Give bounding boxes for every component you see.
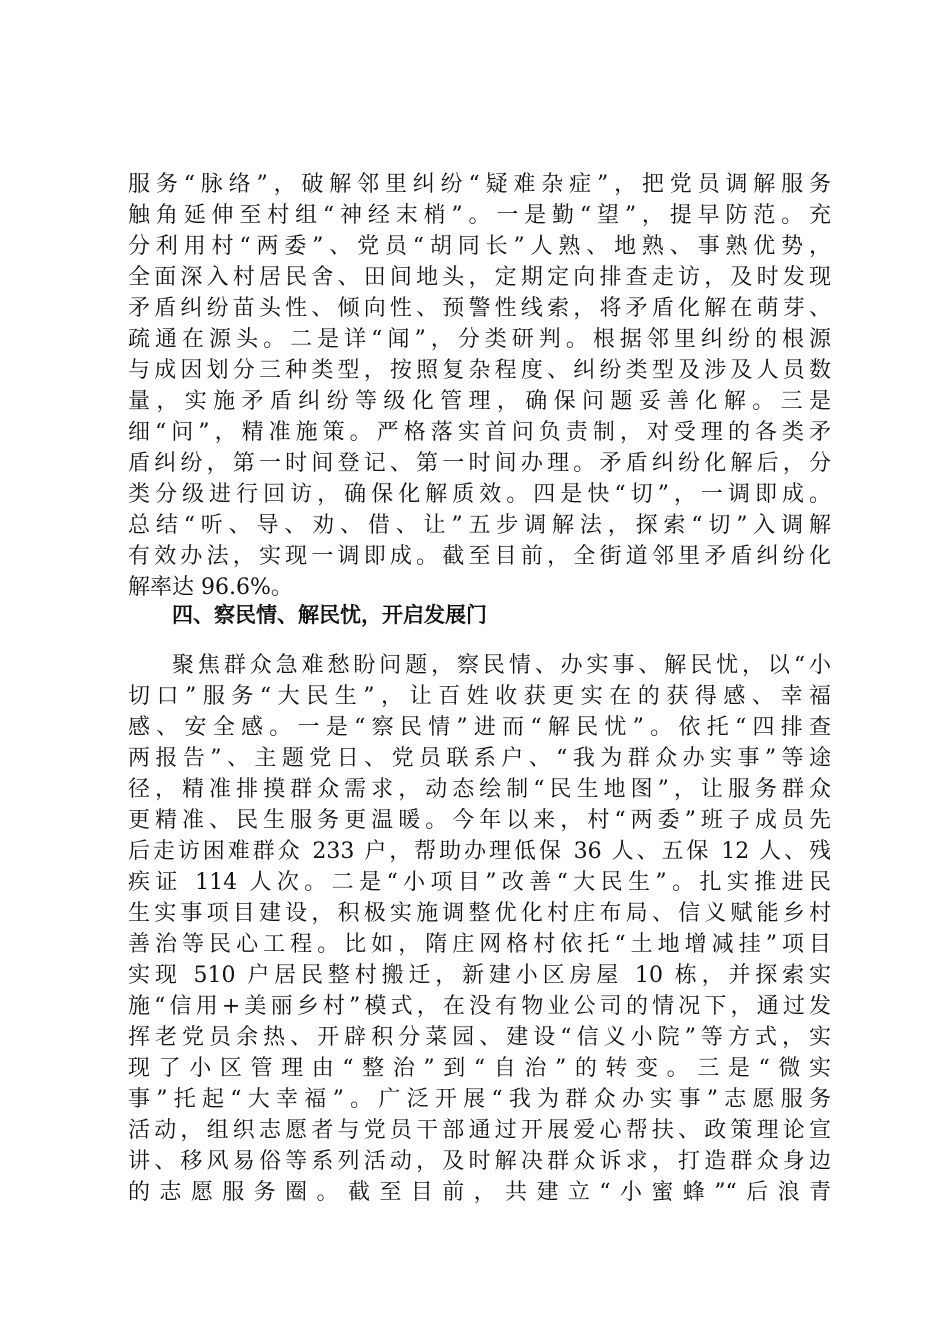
paragraph-line: 触角延伸至村组“神经末梢”。一是勤“望”，提早防范。充 <box>128 203 831 228</box>
paragraph-line: 后走访困难群众 233 户，帮助办理低保 36 人、五保 12 人、残 <box>128 839 831 864</box>
paragraph-line: 解率达 96.6%。 <box>128 575 293 600</box>
paragraph-line: 聚焦群众急难愁盼问题，察民情、办实事、解民忧，以“小 <box>172 653 831 678</box>
paragraph-line: 的志愿服务圈。截至目前，共建立“小蜜蜂”“后浪青 <box>128 1180 831 1205</box>
paragraph-line: 实现 510 户居民整村搬迁，新建小区房屋 10 栋，并探索实 <box>128 963 831 988</box>
paragraph-line: 与成因划分三种类型，按照复杂程度、纠纷类型及涉及人员数 <box>128 358 831 383</box>
paragraph-line: 分利用村“两委”、党员“胡同长”人熟、地熟、事熟优势， <box>128 234 831 259</box>
paragraph-line: 更精准、民生服务更温暖。今年以来，村“两委”班子成员先 <box>128 808 831 833</box>
paragraph-line: 施“信用+美丽乡村”模式，在没有物业公司的情况下，通过发 <box>128 994 831 1019</box>
paragraph-line: 善治等民心工程。比如，隋庄网格村依托“土地增减挂”项目 <box>128 932 831 957</box>
paragraph-line: 类分级进行回访，确保化解质效。四是快“切”，一调即成。 <box>128 482 831 507</box>
paragraph-line: 全面深入村居民舍、田间地头，定期定向排查走访，及时发现 <box>128 265 831 290</box>
paragraph-line: 感、安全感。一是“察民情”进而“解民忧”。依托“四排查 <box>128 715 831 740</box>
paragraph-line: 现了小区管理由“整治”到“自治”的转变。三是“微实 <box>128 1056 831 1081</box>
paragraph-line: 总结“听、导、劝、借、让”五步调解法，探索“切”入调解 <box>128 513 831 538</box>
paragraph-line: 有效办法，实现一调即成。截至目前，全街道邻里矛盾纠纷化 <box>128 544 831 569</box>
paragraph-line: 挥老党员余热、开辟积分菜园、建设“信义小院”等方式，实 <box>128 1025 831 1050</box>
paragraph-line: 量，实施矛盾纠纷等级化管理，确保问题妥善化解。三是 <box>128 389 831 414</box>
paragraph-line: 径，精准排摸群众需求，动态绘制“民生地图”，让服务群众 <box>128 777 831 802</box>
paragraph-line: 盾纠纷，第一时间登记、第一时间办理。矛盾纠纷化解后，分 <box>128 451 831 476</box>
paragraph-line: 疾证 114 人次。二是“小项目”改善“大民生”。扎实推进民 <box>128 870 831 895</box>
paragraph-line: 矛盾纠纷苗头性、倾向性、预警性线索，将矛盾化解在萌芽、 <box>128 296 831 321</box>
paragraph-line: 生实事项目建设，积极实施调整优化村庄布局、信义赋能乡村 <box>128 901 831 926</box>
paragraph-line: 切口”服务“大民生”，让百姓收获更实在的获得感、幸福 <box>128 684 831 709</box>
paragraph-line: 活动，组织志愿者与党员干部通过开展爱心帮扶、政策理论宣 <box>128 1118 831 1143</box>
section-heading: 四、察民情、解民忧，开启发展门 <box>172 603 487 627</box>
paragraph-line: 两报告”、主题党日、党员联系户、“我为群众办实事”等途 <box>128 746 831 771</box>
paragraph-line: 事”托起“大幸福”。广泛开展“我为群众办实事”志愿服务 <box>128 1087 831 1112</box>
paragraph-line: 讲、移风易俗等系列活动，及时解决群众诉求，打造群众身边 <box>128 1149 831 1174</box>
paragraph-line: 细“问”，精准施策。严格落实首问负责制，对受理的各类矛 <box>128 420 831 445</box>
paragraph-line: 服务“脉络”，破解邻里纠纷“疑难杂症”，把党员调解服务 <box>128 172 831 197</box>
paragraph-line: 疏通在源头。二是详“闻”，分类研判。根据邻里纠纷的根源 <box>128 327 831 352</box>
